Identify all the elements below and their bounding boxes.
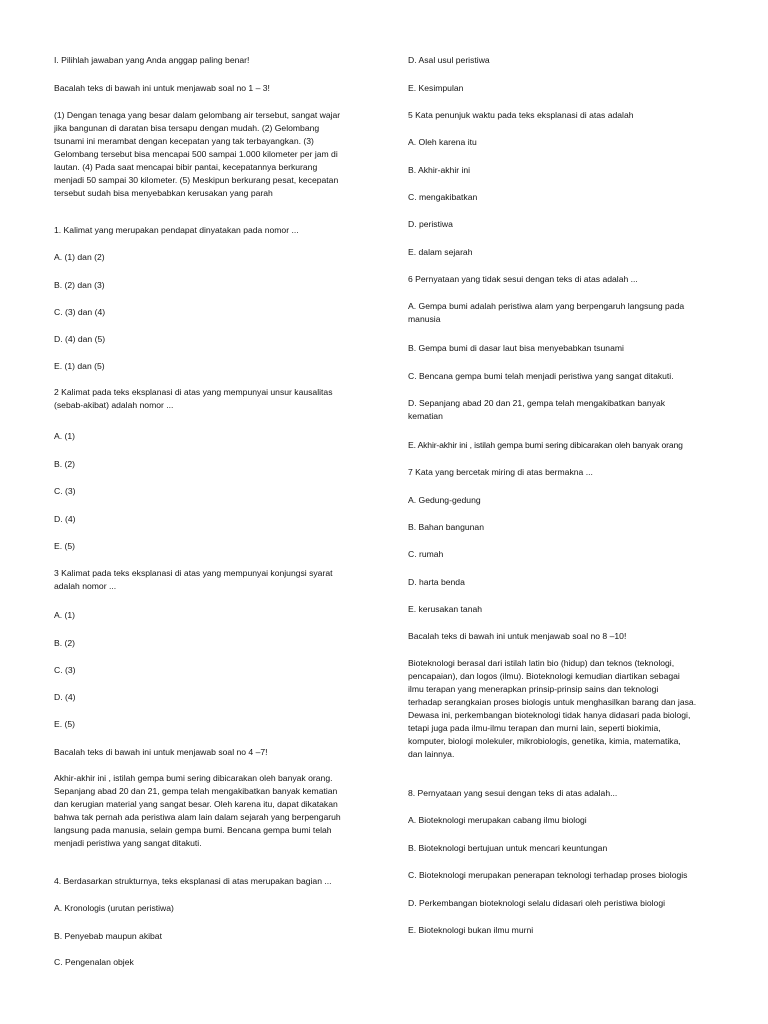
q3-option-e[interactable]: E. (5) [54, 719, 76, 729]
q1-option-c[interactable]: C. (3) dan (4) [54, 307, 106, 317]
q3-option-a[interactable]: A. (1) [54, 610, 76, 620]
q2-option-b[interactable]: B. (2) [54, 459, 76, 469]
q8-option-d[interactable]: D. Perkembangan bioteknologi selalu didasari oleh peristiwa biologi [408, 898, 666, 908]
passage-3-line: pencapaian), dan logos (ilmu). Bioteknologi kemudian diartikan sebagai [408, 671, 680, 681]
q6-option-d-line: D. Sepanjang abad 20 dan 21, gempa telah mengakibatkan banyak [408, 398, 666, 408]
q5-option-c[interactable]: C. mengakibatkan [408, 192, 478, 202]
q4-option-a[interactable]: A. Kronologis (urutan peristiwa) [54, 903, 174, 913]
passage-1-line: Gelombang tersebut bisa mencapai 500 sampai 1.000 kilometer per jam di [54, 149, 338, 159]
question-2 [54, 386, 362, 412]
q7-option-d[interactable]: D. harta benda [408, 577, 465, 587]
passage-3-line: terhadap serangkaian proses biologis untuk menghasilkan barang dan jasa. [408, 697, 697, 707]
question-5: 5 Kata penunjuk waktu pada teks eksplanasi di atas adalah [408, 110, 634, 120]
passage-2-line: langsung pada manusia, selain gempa bumi. Bencana gempa bumi telah [54, 825, 332, 835]
question-2-line: 2 Kalimat pada teks eksplanasi di atas yang mempunyai unsur kausalitas [54, 387, 333, 397]
q7-option-a[interactable]: A. Gedung-gedung [408, 495, 481, 505]
passage-2-line: menjadi peristiwa yang sangat ditakuti. [54, 838, 202, 848]
question-7: 7 Kata yang bercetak miring di atas bermakna ... [408, 467, 593, 477]
question-1: 1. Kalimat yang merupakan pendapat dinyatakan pada nomor ... [54, 225, 299, 235]
reading-instruction-2: Bacalah teks di bawah ini untuk menjawab soal no 4 –7! [54, 747, 268, 757]
passage-2-line: Sepanjang abad 20 dan 21, gempa telah mengakibatkan banyak kematian [54, 786, 338, 796]
q5-option-e[interactable]: E. dalam sejarah [408, 247, 473, 257]
question-8: 8. Pernyataan yang sesui dengan teks di atas adalah... [408, 788, 618, 798]
passage-3-line: komputer, biologi molekuler, mikrobiologis, genetika, kimia, matematika, [408, 736, 681, 746]
q8-option-a[interactable]: A. Bioteknologi merupakan cabang ilmu biologi [408, 815, 587, 825]
q6-option-a-line: manusia [408, 314, 441, 324]
passage-1-line: tersebut sudah bisa menyebabkan kerusakan yang parah [54, 188, 273, 198]
question-4: 4. Berdasarkan strukturnya, teks eksplanasi di atas merupakan bagian ... [54, 876, 332, 886]
q5-option-d[interactable]: D. peristiwa [408, 219, 453, 229]
q7-option-c[interactable]: C. rumah [408, 549, 444, 559]
q8-option-e[interactable]: E. Bioteknologi bukan ilmu murni [408, 925, 534, 935]
passage-3-line: ilmu terapan yang menerapkan prinsip-prinsip sains dan teknologi [408, 684, 659, 694]
instruction: I. Pilihlah jawaban yang Anda anggap paling benar! [54, 55, 250, 65]
q2-option-e[interactable]: E. (5) [54, 541, 76, 551]
passage-3-line: Dewasa ini, perkembangan bioteknologi tidak hanya didasari pada biologi, [408, 710, 691, 720]
passage-1-line: menjadi 50 sampai 30 kilometer. (5) Meskipun berkurang pesat, kecepatan [54, 175, 339, 185]
question-3 [54, 567, 362, 593]
q1-option-a[interactable]: A. (1) dan (2) [54, 252, 105, 262]
q6-option-a-line: A. Gempa bumi adalah peristiwa alam yang berpengaruh langsung pada [408, 301, 685, 311]
q4-option-d[interactable]: D. Asal usul peristiwa [408, 55, 490, 65]
passage-3 [408, 657, 716, 761]
q2-option-d[interactable]: D. (4) [54, 514, 76, 524]
passage-2-line: dan kerugian material yang sangat besar. Oleh karena itu, dapat dikatakan [54, 799, 338, 809]
passage-1 [54, 109, 362, 200]
q8-option-c[interactable]: C. Bioteknologi merupakan penerapan teknologi terhadap proses biologis [408, 870, 688, 880]
q3-option-b[interactable]: B. (2) [54, 638, 76, 648]
q6-option-e[interactable]: E. Akhir-akhir ini , istilah gempa bumi sering dibicarakan oleh banyak orang [408, 440, 683, 450]
q6-option-a[interactable] [408, 300, 716, 326]
q3-option-c[interactable]: C. (3) [54, 665, 76, 675]
q1-option-e[interactable]: E. (1) dan (5) [54, 361, 105, 371]
question-3-line: 3 Kalimat pada teks eksplanasi di atas yang mempunyai konjungsi syarat [54, 568, 333, 578]
passage-1-line: (1) Dengan tenaga yang besar dalam gelombang air tersebut, sangat wajar [54, 110, 341, 120]
q2-option-a[interactable]: A. (1) [54, 431, 76, 441]
passage-1-line: lautan. (4) Pada saat mencapai bibir pantai, kecepatannya berkurang [54, 162, 318, 172]
q7-option-e[interactable]: E. kerusakan tanah [408, 604, 483, 614]
q1-option-b[interactable]: B. (2) dan (3) [54, 280, 105, 290]
q4-option-b[interactable]: B. Penyebab maupun akibat [54, 931, 162, 941]
passage-3-line: tetapi juga pada ilmu-ilmu terapan dan murni lain, seperti biokimia, [408, 723, 661, 733]
passage-2-line: bahwa tak pernah ada peristiwa alam lain dalam sejarah yang berpengaruh [54, 812, 341, 822]
question-6: 6 Pernyataan yang tidak sesui dengan teks di atas adalah ... [408, 274, 638, 284]
q7-option-b[interactable]: B. Bahan bangunan [408, 522, 484, 532]
q4-option-e[interactable]: E. Kesimpulan [408, 83, 464, 93]
q5-option-a[interactable]: A. Oleh karena itu [408, 137, 477, 147]
question-2-line: (sebab-akibat) adalah nomor ... [54, 400, 174, 410]
passage-1-line: tsunami ini merambat dengan kecepatan yang tak terbayangkan. (3) [54, 136, 314, 146]
passage-2 [54, 772, 362, 850]
q4-option-c[interactable]: C. Pengenalan objek [54, 957, 134, 967]
q2-option-c[interactable]: C. (3) [54, 486, 76, 496]
passage-3-line: dan lainnya. [408, 749, 455, 759]
q5-option-b[interactable]: B. Akhir-akhir ini [408, 165, 471, 175]
q8-option-b[interactable]: B. Bioteknologi bertujuan untuk mencari keuntungan [408, 843, 608, 853]
question-3-line: adalah nomor ... [54, 581, 117, 591]
q6-option-d-line: kematian [408, 411, 443, 421]
q6-option-d[interactable] [408, 397, 716, 423]
passage-2-line: Akhir-akhir ini , istilah gempa bumi sering dibicarakan oleh banyak orang. [54, 773, 333, 783]
q6-option-c[interactable]: C. Bencana gempa bumi telah menjadi peristiwa yang sangat ditakuti. [408, 371, 674, 381]
reading-instruction-3: Bacalah teks di bawah ini untuk menjawab soal no 8 –10! [408, 631, 627, 641]
reading-instruction-1: Bacalah teks di bawah ini untuk menjawab soal no 1 – 3! [54, 83, 270, 93]
passage-1-line: jika bangunan di daratan bisa tersapu dengan mudah. (2) Gelombang [54, 123, 320, 133]
q1-option-d[interactable]: D. (4) dan (5) [54, 334, 106, 344]
q3-option-d[interactable]: D. (4) [54, 692, 76, 702]
q6-option-b[interactable]: B. Gempa bumi di dasar laut bisa menyebabkan tsunami [408, 343, 624, 353]
passage-3-line: Bioteknologi berasal dari istilah latin bio (hidup) dan teknos (teknologi, [408, 658, 675, 668]
